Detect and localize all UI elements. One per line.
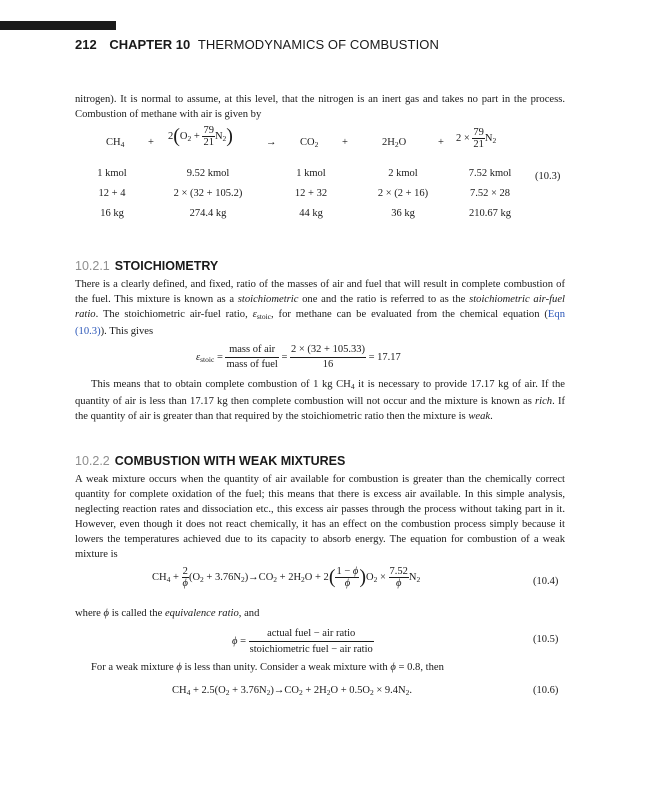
eq-co2: $CO_2$ — [300, 137, 319, 149]
header-bar — [0, 21, 116, 30]
equation-number: (10.4) — [533, 576, 559, 587]
cell-r1c2: 12 + 32 — [294, 188, 328, 199]
cell-r0c2: 1 kmol — [296, 168, 326, 179]
cell-r2c2: 44 kg — [299, 208, 323, 219]
weak-mixture-example-text: For a weak mixture ϕ is less than unity. Consider a weak mixture with ϕ = 0.8, then — [91, 662, 444, 673]
cell-r1c1: 2 × (32 + 105.2) — [173, 188, 243, 199]
equation-number: (10.3) — [535, 171, 561, 182]
section-heading-stoichiometry — [75, 259, 218, 273]
weak-mixture-equation: $CH_4$ + $\frac{2}{\phi}$ $(O_2 + 3.76N_2)\to CO_2 + 2H_2O + 2$( $\frac{1 - \phi}{\phi}$ )$O_2$ × $\frac{7.52}{\phi}$ $N_2$ — [152, 566, 421, 589]
chapter-title: THERMODYNAMICS OF COMBUSTION — [197, 37, 440, 52]
running-header — [75, 37, 439, 52]
equation-number: (10.5) — [533, 634, 559, 645]
equivalence-ratio-text: where ϕ is called the equivalence ratio, and — [75, 608, 260, 619]
cell-r2c4: 210.67 kg — [469, 208, 511, 219]
cell-r0c0: 1 kmol — [97, 168, 127, 179]
equation-number: (10.6) — [533, 685, 559, 696]
eq-h2o: $2H_2O$ — [382, 137, 407, 149]
weak-mixture-paragraph: A weak mixture occurs when the quantity of air available for combustion is greater than the chemically correct quantity for complete oxidation of the fuel; this means that there is excess air available. In this simple analysis, neglecting reaction rates and dissociation etc., this excess air passes through the process without taking part in it. However, even though it does not react chemically, it has an effect on the combustion process simply because it lowers the temperatures achieved due to its capacity to absorb energy. The equation for combustion of a weak mixture is — [75, 474, 565, 560]
stoichiometry-paragraph: There is a clearly defined, and fixed, ratio of the masses of air and fuel that will result in complete combustion of the fuel. This mixture is known as a stoichiometric one and the ratio is referred to as the stoichiometric air-fuel ratio. The stoichiometric air-fuel ratio, $\varepsilon_{stoic}$, for methane can be evaluated from the chemical equation (Eqn (10.3)). This gives — [75, 279, 565, 337]
cell-r1c3: 2 × (2 + 16) — [377, 188, 429, 199]
chapter-label: CHAPTER 10 — [109, 37, 191, 52]
eq-arrow: → — [266, 137, 277, 148]
eq-plus: + — [148, 137, 154, 148]
eq-air: $2(O_2$ + $\frac{79}{21}$ $N_2$) — [168, 125, 233, 148]
stoichiometric-ratio-equation: $\varepsilon_{stoic}$ = $\frac{\text{mass of air}}{\text{mass of fuel}}$ = $\frac{2 \times (32 + 105.33)}{16}$ = 17.17 — [196, 344, 401, 370]
section-title: STOICHIOMETRY — [114, 259, 219, 273]
section-number: 10.2.1 — [75, 259, 110, 273]
cell-r2c3: 36 kg — [391, 208, 415, 219]
cell-r2c0: 16 kg — [100, 208, 124, 219]
eq-ch4: $CH_4$ — [106, 137, 125, 149]
cell-r2c1: 274.4 kg — [189, 208, 227, 219]
cell-r1c0: 12 + 4 — [98, 188, 126, 199]
page-number: 212 — [75, 37, 97, 52]
eq-n2: 2 × $\frac{79}{21}$ $N_2$ — [456, 127, 497, 150]
section-heading-weak-mixtures — [75, 454, 345, 468]
cell-r0c1: 9.52 kmol — [186, 168, 230, 179]
equivalence-ratio-equation: ϕ = $\frac{\text{actual fuel − air ratio}}{\text{stoichiometric fuel − air ratio}}$ — [232, 628, 373, 655]
equation-link[interactable]: Eqn (10.3) — [75, 309, 565, 337]
section-number: 10.2.2 — [75, 454, 110, 468]
rich-weak-paragraph: This means that to obtain complete combustion of 1 kg $CH_4$ it is necessary to provide 17.17 kg of air. If the quantity of air is less than 17.17 kg then complete combustion will not occur and the mixture is known as rich. If the quantity of air is greater than that required by the stoichiometric ratio then the mixture is weak. — [75, 379, 565, 422]
cell-r1c4: 7.52 × 28 — [469, 188, 511, 199]
eq-plus: + — [342, 137, 348, 148]
section-title: COMBUSTION WITH WEAK MIXTURES — [114, 454, 346, 468]
cell-r0c4: 7.52 kmol — [468, 168, 512, 179]
cell-r0c3: 2 kmol — [388, 168, 418, 179]
weak-mixture-example-equation: $CH_4 + 2.5(O_2 + 3.76N_2)\to CO_2 + 2H_2O + 0.5O_2 \times 9.4N_2$. — [172, 685, 412, 697]
intro-paragraph: nitrogen). It is normal to assume, at this level, that the nitrogen is an inert gas and takes no part in the process. Combustion of methane with air is given by — [75, 94, 565, 120]
eq-plus: + — [438, 137, 444, 148]
